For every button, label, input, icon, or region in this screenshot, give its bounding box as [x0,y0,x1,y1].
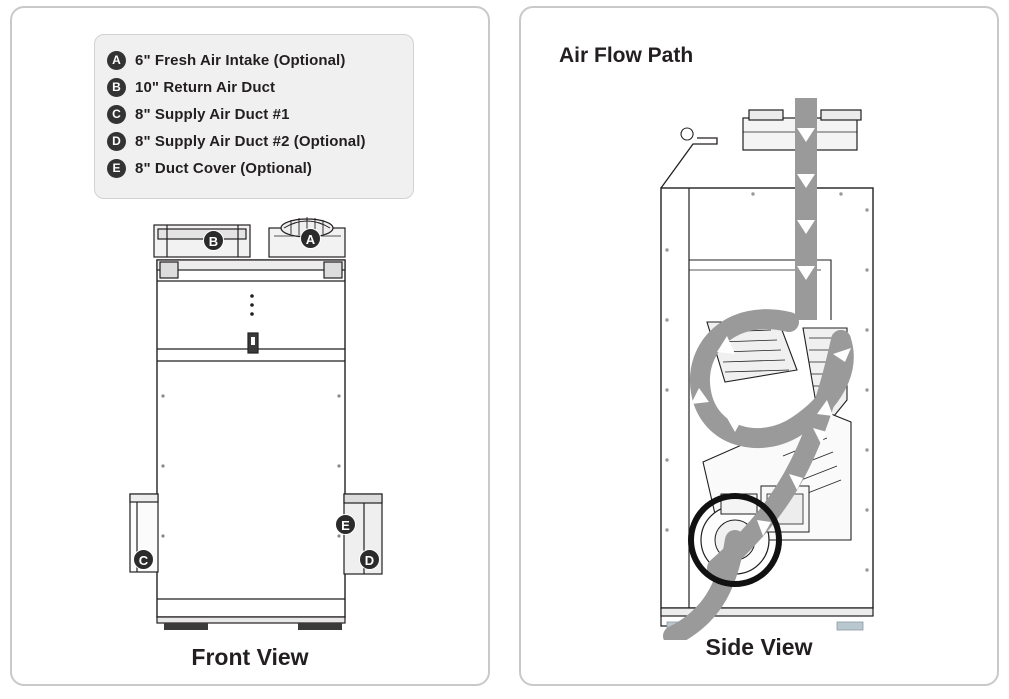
legend-label-a: 6" Fresh Air Intake (Optional) [135,52,346,69]
front-view-drawing [12,206,488,676]
legend-badge-a: A [107,51,126,70]
legend-badge-c: C [107,105,126,124]
legend-item [107,132,401,151]
legend-label-c: 8" Supply Air Duct #1 [135,106,290,123]
legend-badge-b: B [107,78,126,97]
front-view-caption: Front View [191,644,309,670]
legend-badge-d: D [107,132,126,151]
front-view-panel [10,6,490,686]
legend-item [107,159,401,178]
callout-badge-c: C [133,549,154,570]
air-flow-path-title: Air Flow Path [559,44,694,67]
callout-badge-b: B [203,230,224,251]
side-view-caption: Side View [705,634,813,660]
callout-badge-d: D [359,549,380,570]
legend-label-d: 8" Supply Air Duct #2 (Optional) [135,133,366,150]
legend-badge-e: E [107,159,126,178]
side-view-drawing [521,70,997,640]
legend-label-b: 10" Return Air Duct [135,79,276,96]
legend-item [107,51,401,70]
legend-item [107,105,401,124]
callout-badge-a: A [300,228,321,249]
callout-badge-e: E [335,514,356,535]
legend-label-e: 8" Duct Cover (Optional) [135,160,313,177]
side-view-panel [519,6,999,686]
legend-box [94,34,414,199]
legend-item [107,78,401,97]
